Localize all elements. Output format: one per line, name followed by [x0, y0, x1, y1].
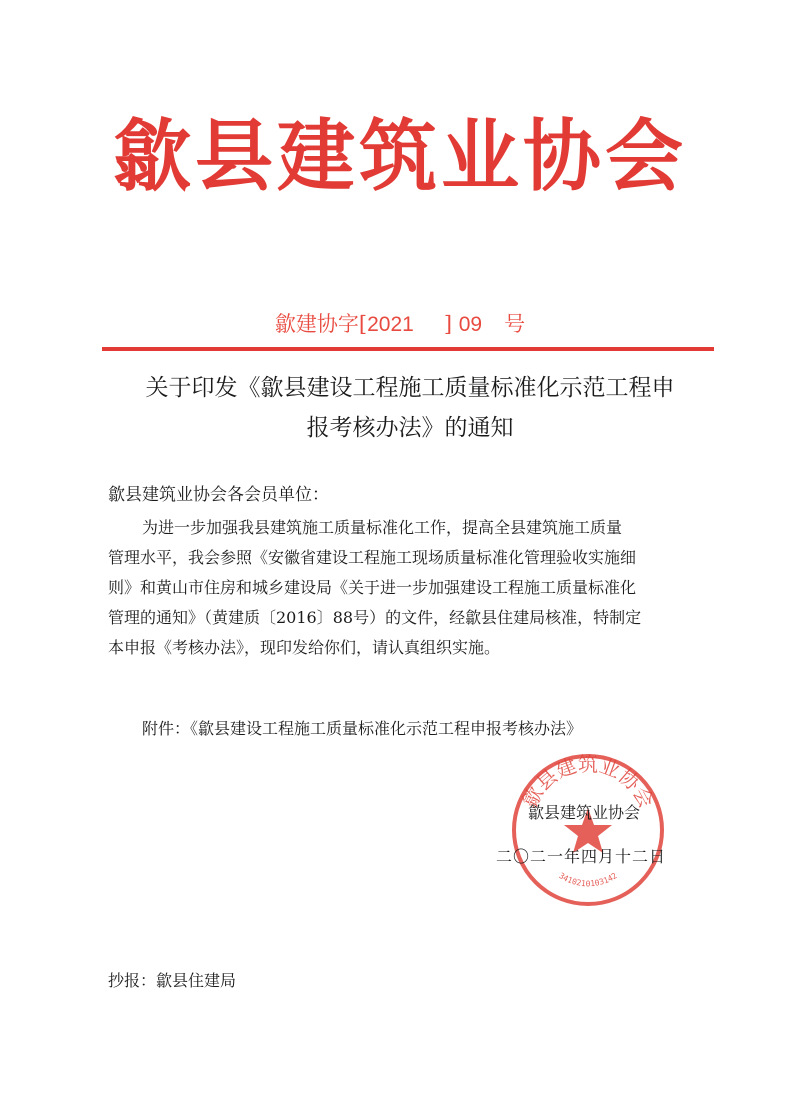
signer-name: 歙县建筑业协会 [528, 803, 641, 822]
seal-code-text: 3410210103142 [557, 871, 619, 889]
body-line: 管理的通知》（黄建质〔2016〕88号）的文件，经歙县住建局核准，特制定 [108, 608, 642, 627]
body-line: 管理水平，我会参照《安徽省建设工程施工现场质量标准化管理验收实施细 [108, 548, 637, 567]
red-divider [102, 347, 714, 351]
doc-number-unit: 号 [504, 312, 526, 336]
title-line-2: 报考核办法》的通知 [306, 415, 514, 441]
doc-number-value: 09 [458, 313, 483, 336]
body-line: 则》和黄山市住房和城乡建设局《关于进一步加强建设工程施工质量标准化 [108, 578, 637, 597]
official-seal [508, 750, 668, 910]
salutation: 歙县建筑业协会各会员单位： [108, 485, 329, 505]
body-line: 为进一步加强我县建筑施工质量标准化工作，提高全县建筑施工质量 [142, 518, 623, 537]
document-title [90, 368, 730, 448]
seal-arc-text: 歙县建筑业协会 [517, 752, 659, 812]
masthead-title: 歙县建筑业协会 [112, 111, 687, 202]
cc-line: 抄报：歙县住建局 [108, 971, 237, 990]
body-paragraph [108, 513, 708, 663]
doc-number-prefix: 歙建协字[ [274, 312, 368, 336]
attachment-line: 附件：《歙县建设工程施工质量标准化示范工程申报考核办法》 [142, 719, 583, 738]
sign-date: 二〇二一年四月十二日 [496, 847, 667, 866]
body-line: 本申报《考核办法》，现印发给你们，请认真组织实施。 [108, 638, 501, 657]
doc-number-suffix: ] [443, 312, 453, 336]
doc-number-year: 2021 [367, 313, 414, 336]
document-number [0, 308, 800, 338]
title-line-1: 关于印发《歙县建设工程施工质量标准化示范工程申 [145, 375, 675, 401]
